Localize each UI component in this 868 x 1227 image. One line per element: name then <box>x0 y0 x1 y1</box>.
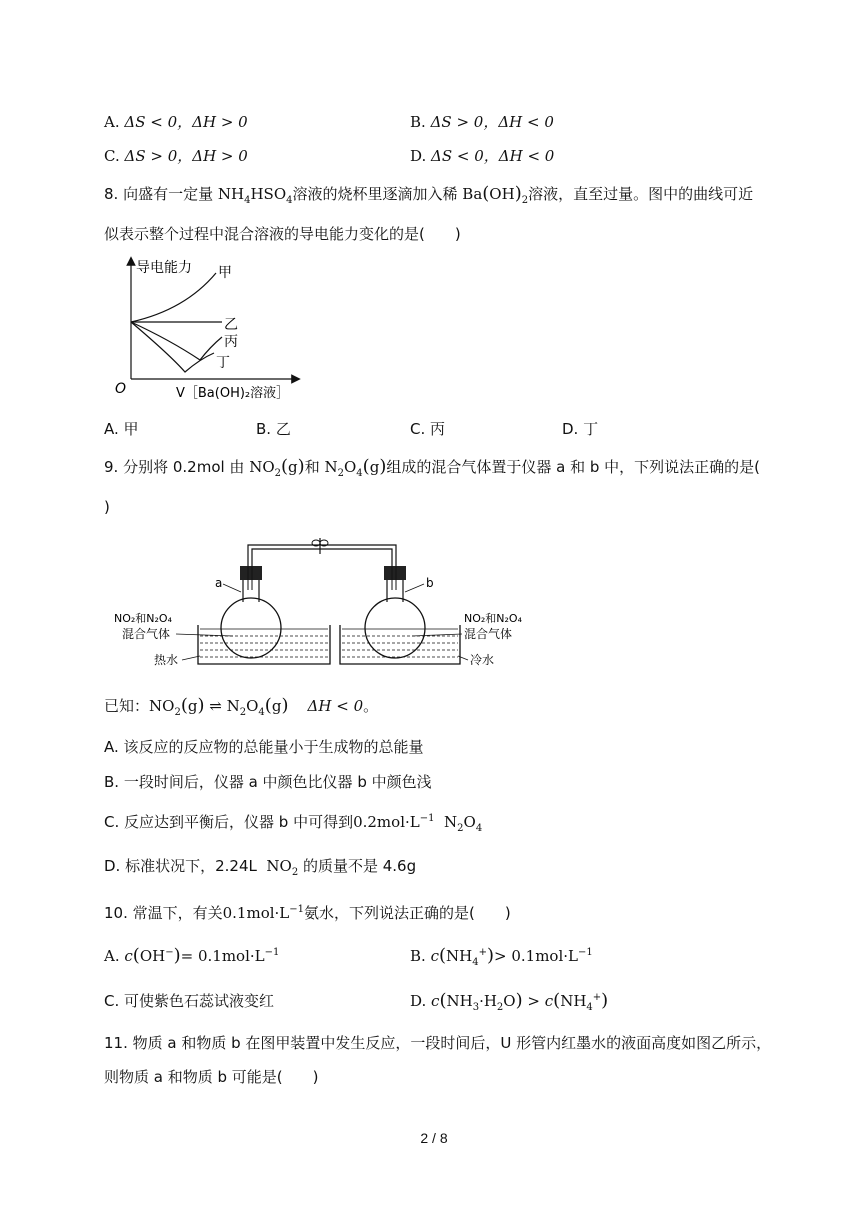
left-gas-label-line2: 混合气体 <box>122 627 171 641</box>
left-gas-label-line1: NO₂和N₂O₄ <box>114 612 173 625</box>
label-b: b <box>426 576 434 590</box>
page-number: 2 / 8 <box>420 1130 448 1146</box>
q10-option-b: B. $c(NH_4^+)> 0.1mol\cdot L^{-1}$ <box>410 945 593 968</box>
q9-option-a: A. 该反应的反应物的总能量小于生成物的总能量 <box>104 738 424 756</box>
y-axis-label: 导电能力 <box>136 260 192 276</box>
right-gas-label-line2: 混合气体 <box>464 627 513 641</box>
curve-jia <box>131 273 216 322</box>
q9-stem-line2: ) <box>104 498 110 516</box>
q10-stem: 10. 常温下，有关$0.1mol\cdot L^{-1}$氨水，下列说法正确的是( ) <box>104 904 511 922</box>
curve-ding-label: 丁 <box>216 355 230 371</box>
origin-label: O <box>115 381 127 397</box>
q7-option-a: A. ΔS < 0，ΔH > 0 <box>104 113 248 131</box>
q10-option-c: C. 可使紫色石蕊试液变红 <box>104 992 275 1010</box>
left-water-bath <box>198 625 330 664</box>
conductivity-chart <box>110 255 310 405</box>
q11-stem-line1: 11. 物质 a 和物质 b 在图甲装置中发生反应，一段时间后，U 形管内红墨水的液面高度如图乙所示， <box>104 1034 772 1052</box>
q9-known-equation: 已知：$NO_2(g)$ ⇌ $N_2O_4(g)$ ΔH < 0。 <box>104 695 379 718</box>
q8-stem-line2: 似表示整个过程中混合溶液的导电能力变化的是( ) <box>104 225 461 243</box>
curve-jia-label: 甲 <box>218 265 232 281</box>
curve-bing-label: 丙 <box>224 334 238 350</box>
q9-stem-line1: 9. 分别将 0.2mol 由 $NO_2(g)$和 $N_2O_4(g)$组成的混合气体置于仪器 a 和 b 中，下列说法正确的是( <box>104 456 760 479</box>
curve-ding <box>131 322 214 372</box>
q8-option-b: B. 乙 <box>256 420 291 438</box>
curve-bing <box>131 322 222 360</box>
q7-option-d: D. ΔS < 0，ΔH < 0 <box>410 147 555 165</box>
q8-option-d: D. 丁 <box>562 420 599 438</box>
right-gas-label-line1: NO₂和N₂O₄ <box>464 612 523 625</box>
q9-option-b: B. 一段时间后，仪器 a 中颜色比仪器 b 中颜色浅 <box>104 773 432 791</box>
q7-option-c: C. ΔS > 0，ΔH > 0 <box>104 147 248 165</box>
curve-yi-label: 乙 <box>224 317 238 333</box>
x-axis-label: V［Ba(OH)₂溶液］ <box>176 386 290 401</box>
q9-option-c: C. 反应达到平衡后，仪器 b 中可得到$0.2mol\cdot L^{-1}$ $N_2O_4$ <box>104 813 483 834</box>
q8-stem-line1: 8. 向盛有一定量 $NH_4HSO_4$溶液的烧杯里逐滴加入稀 $Ba(OH)_2$溶液，直至过量。图中的曲线可近 <box>104 183 754 206</box>
q8-option-c: C. 丙 <box>410 420 446 438</box>
q9-apparatus-figure <box>108 530 558 670</box>
clamp-icon <box>312 538 328 554</box>
cold-water-label: 冷水 <box>470 653 495 667</box>
q7-option-b: B. ΔS > 0，ΔH < 0 <box>410 113 554 131</box>
q9-option-d: D. 标准状况下，2.24L $NO_2$ 的质量不是 4.6g <box>104 857 417 878</box>
q10-option-a: A. $c(OH^-)= 0.1mol\cdot L^{-1}$ <box>104 945 280 966</box>
label-a: a <box>215 576 223 590</box>
q11-stem-line2: 则物质 a 和物质 b 可能是( ) <box>104 1068 319 1086</box>
q10-option-d: D. $c(NH_3\cdot H_2O) > c(NH_4^+)$ <box>410 990 609 1013</box>
q8-option-a: A. 甲 <box>104 420 139 438</box>
hot-water-label: 热水 <box>154 653 179 667</box>
